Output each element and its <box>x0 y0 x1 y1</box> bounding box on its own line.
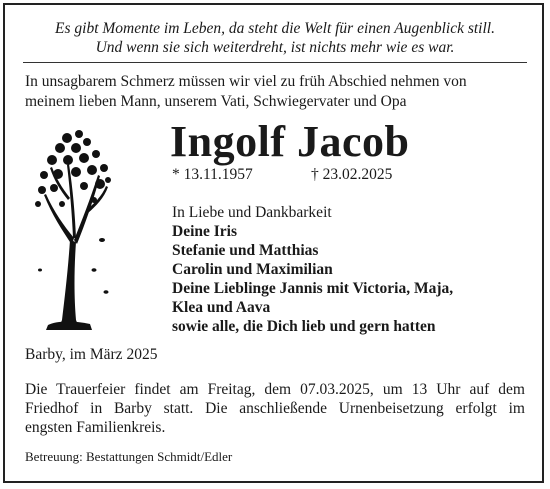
service-line-1: Die Trauerfeier findet am Freitag, dem 07.03.2025, um 13 Uhr auf dem <box>25 381 525 398</box>
intro-text <box>25 72 535 112</box>
service-line-2: Friedhof in Barby statt. Die anschließende Urnenbeisetzung erfolgt im <box>25 400 525 417</box>
undertaker-credit: Betreuung: Bestattungen Schmidt/Edler <box>25 449 233 464</box>
mourner-line: Stefanie und Matthias <box>172 242 319 259</box>
memorial-quote <box>0 19 550 57</box>
service-line-3: engsten Familienkreis. <box>25 419 166 436</box>
birth-date: * 13.11.1957 <box>172 166 253 183</box>
place-date: Barby, im März 2025 <box>25 346 158 363</box>
deceased-name: Ingolf Jacob <box>170 117 410 166</box>
quote-line-2: Und wenn sie sich weiterdreht, ist nichts mehr wie es war. <box>95 39 455 56</box>
death-date: † 23.02.2025 <box>311 166 393 183</box>
mourner-line: Deine Iris <box>172 223 238 240</box>
divider <box>23 62 527 63</box>
quote-line-1: Es gibt Momente im Leben, da steht die Welt für einen Augenblick still. <box>55 20 495 37</box>
mourners-opening: In Liebe und Dankbarkeit <box>172 204 332 221</box>
mourner-line: Carolin und Maximilian <box>172 261 333 278</box>
tree-icon <box>32 120 112 340</box>
mourner-line: Klea und Aava <box>172 299 271 316</box>
mourner-line: Deine Lieblinge Jannis mit Victoria, Maja, <box>172 280 454 297</box>
mourners-list <box>172 203 532 336</box>
service-info <box>25 380 525 437</box>
intro-line-2: meinem lieben Mann, unserem Vati, Schwiegervater und Opa <box>25 93 407 110</box>
intro-line-1: In unsagbarem Schmerz müssen wir viel zu früh Abschied nehmen von <box>25 73 467 90</box>
mourner-line: sowie alle, die Dich lieb und gern hatten <box>172 318 436 335</box>
